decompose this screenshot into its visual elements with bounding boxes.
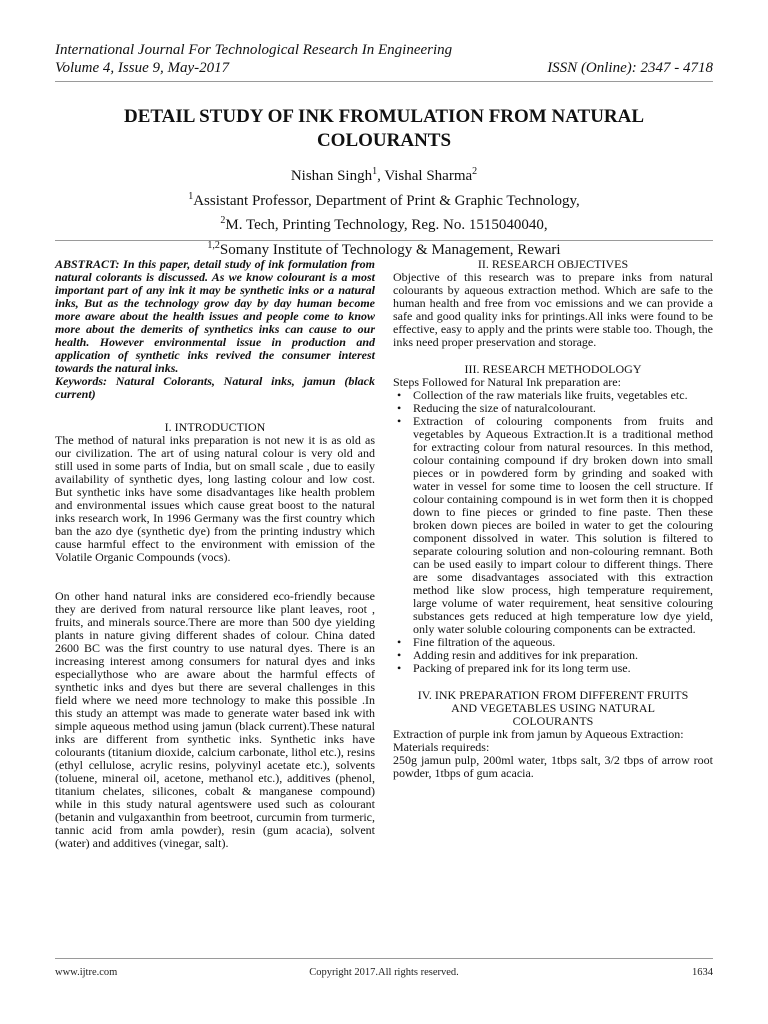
ink-prep-heading-line-2: AND VEGETABLES USING NATURAL bbox=[451, 701, 655, 715]
objectives-heading: II. RESEARCH OBJECTIVES bbox=[477, 257, 629, 271]
footer-website: www.ijtre.com bbox=[55, 967, 118, 978]
issn: ISSN (Online): 2347 - 4718 bbox=[547, 60, 713, 76]
paper-title bbox=[55, 105, 713, 153]
methodology-intro: Steps Followed for Natural Ink preparation are: bbox=[393, 375, 621, 389]
footer-rule bbox=[55, 958, 713, 959]
header-rule bbox=[55, 81, 713, 82]
aff-3-text: Somany Institute of Technology & Management, Rewari bbox=[219, 241, 561, 258]
footer-copyright: Copyright 2017.All rights reserved. bbox=[309, 967, 459, 978]
author-1-sup: 1 bbox=[372, 166, 378, 177]
ink-preparation-heading bbox=[393, 689, 713, 728]
list-item: • Reducing the size of naturalcolourant. bbox=[393, 402, 713, 415]
aff-2-text: M. Tech, Printing Technology, Reg. No. 1515040040, bbox=[225, 217, 548, 233]
intro-paragraph-1: The method of natural inks preparation is not new it is as old as our civilization. The art of using natural colour is very old and still used in some parts of India, but on small scale , due to easily availability of synthetic dyes, long lasting colour and low cost. But synthetic inks have some disadvantages like health problem and environmental issues which cause great boost to the natural inks research work, In 1996 Germany was the first country which ban the azo dye (synthetic dye) from the printing industry which cause harmful effect to the environment with emission of the Volatile Organic Compounds (vocs). bbox=[55, 433, 375, 564]
aff-2-sup: 2 bbox=[220, 215, 226, 226]
journal-header bbox=[55, 41, 713, 77]
list-item: • Extraction of colouring components from fruits and vegetables by Aqueous Extraction.It is a traditional method for extracting colour from natural resources. In this method, colour containing compound if dry broken down into small pieces or in powdered form by grinding and soaked with water in vessel for some time to loosen the cell structure. If colour containing compound is in wet form then it is chopped down to fine pieces or grinded to fine paste. Then these broken down pieces are boiled in water to get the colouring component dissolved in water. This solution is filtered to separate colouring solution and non-colouring remnant. Both can be used easily to impart colour to different things. There are some disadvantages associated with this extraction method like slow process, high temperature requirement, large volume of water requirement, heat sensitive colouring substances gets reduced at high temperature low dye yield, only water soluble colouring components can be extracted. bbox=[393, 415, 713, 636]
journal-name: International Journal For Technological Research In Engineering bbox=[55, 42, 453, 58]
affiliation-1 bbox=[55, 187, 713, 212]
abstract: ABSTRACT: In this paper, detail study of ink formulation from natural colorants is discussed. As we know colourant is a most important part of any ink it may be synthetic inks or a natural inks, But as the technology grow day by day human become more aware about the health issues and people come to know more about the demerits of synthetics inks can cause to our health. However environmental issue in production and application of synthetic inks revived the consumer interest towards the natural inks. bbox=[55, 257, 375, 375]
author-1: Nishan Singh bbox=[290, 168, 373, 184]
author-block bbox=[55, 162, 713, 260]
objectives-text: Objective of this research was to prepare inks from natural colourants by aqueous extraction method. Which are safe to the human health and free from voc emissions and we can provide a safe and good quality inks for printings.All inks were found to be effective, easy to apply and the prints were stable too. Though, the inks need proper preservation and storage. bbox=[393, 270, 713, 349]
list-item: • Adding resin and additives for ink preparation. bbox=[393, 649, 713, 662]
ink-prep-line-3: 250g jamun pulp, 200ml water, 1tbps salt, 3/2 tbps of arrow root powder, 1tbps of gum acacia. bbox=[393, 753, 713, 780]
ink-prep-heading-line-3: COLOURANTS bbox=[512, 714, 594, 728]
footer-page-number: 1634 bbox=[692, 967, 713, 978]
title-line-2: COLOURANTS bbox=[316, 130, 452, 151]
title-line-1: DETAIL STUDY OF INK FROMULATION FROM NATURAL bbox=[123, 106, 645, 127]
steps-list bbox=[393, 389, 713, 675]
keywords: Keywords: Natural Colorants, Natural inks, jamun (black current) bbox=[55, 374, 375, 401]
list-item: • Collection of the raw materials like fruits, vegetables etc. bbox=[393, 389, 713, 402]
list-item: • Fine filtration of the aqueous. bbox=[393, 636, 713, 649]
affiliation-2 bbox=[55, 211, 713, 236]
ink-prep-line-2: Materials requireds: bbox=[393, 740, 490, 754]
right-column bbox=[393, 258, 713, 780]
aff-1-text: Assistant Professor, Department of Print & Graphic Technology, bbox=[193, 192, 580, 209]
volume-issue: Volume 4, Issue 9, May-2017 bbox=[55, 60, 230, 76]
aff-1-sup: 1 bbox=[188, 190, 194, 202]
intro-paragraph-2: On other hand natural inks are considered eco-friendly because they are derived from natural rersource like plant leaves, root , fruits, and minerals source.There are more than 500 dye yielding plants in nature giving different shades of colour. China dated 2600 BC was the first country to use natural dyes. There is an increasing interest among consumers for natural dyes and inks especiallythose who are aware about the harmful effects of synthetic inks and dyes but there are several challenges in this field where we need more technology to make this possible .In this study an attempt was made to generate water based ink with simple aqueous method using jamun (black current).These natural inks are different from synthetic inks. Synthetic inks have colourants (titanium dioxide, calcium carbonate, lithol etc.), resins (ethyl cellulose, acrylic resins, polyvinyl acetate etc.), solvents (toluene, mineral oil, acetone, methanol etc.), additives (phenol, titanium chelates, silicones, cobalt & manganese compound) while in this study natural agentswere used such as colourant (betanin and vulgaxanthin from beetroot, curcumin from turmeric, tannic acid from amla powder), resin (gum acacia), solvent (water) and additives (vinegar, salt). bbox=[55, 589, 375, 850]
ink-prep-heading-line-1: IV. INK PREPARATION FROM DIFFERENT FRUITS bbox=[417, 688, 689, 702]
author-2-sup: 2 bbox=[472, 166, 478, 177]
author-names: Nishan Singh$^1$, Vishal Sharma$^2$ bbox=[290, 166, 478, 184]
author-rule bbox=[55, 240, 713, 241]
aff-3-sup: 1,2 bbox=[207, 239, 220, 251]
left-column bbox=[55, 258, 375, 850]
introduction-heading: I. INTRODUCTION bbox=[164, 420, 266, 434]
list-item: • Packing of prepared ink for its long term use. bbox=[393, 662, 713, 675]
methodology-heading: III. RESEARCH METHODOLOGY bbox=[464, 362, 642, 376]
ink-prep-line-1: Extraction of purple ink from jamun by Aqueous Extraction: bbox=[393, 727, 684, 741]
author-2: Vishal Sharma bbox=[384, 168, 473, 184]
